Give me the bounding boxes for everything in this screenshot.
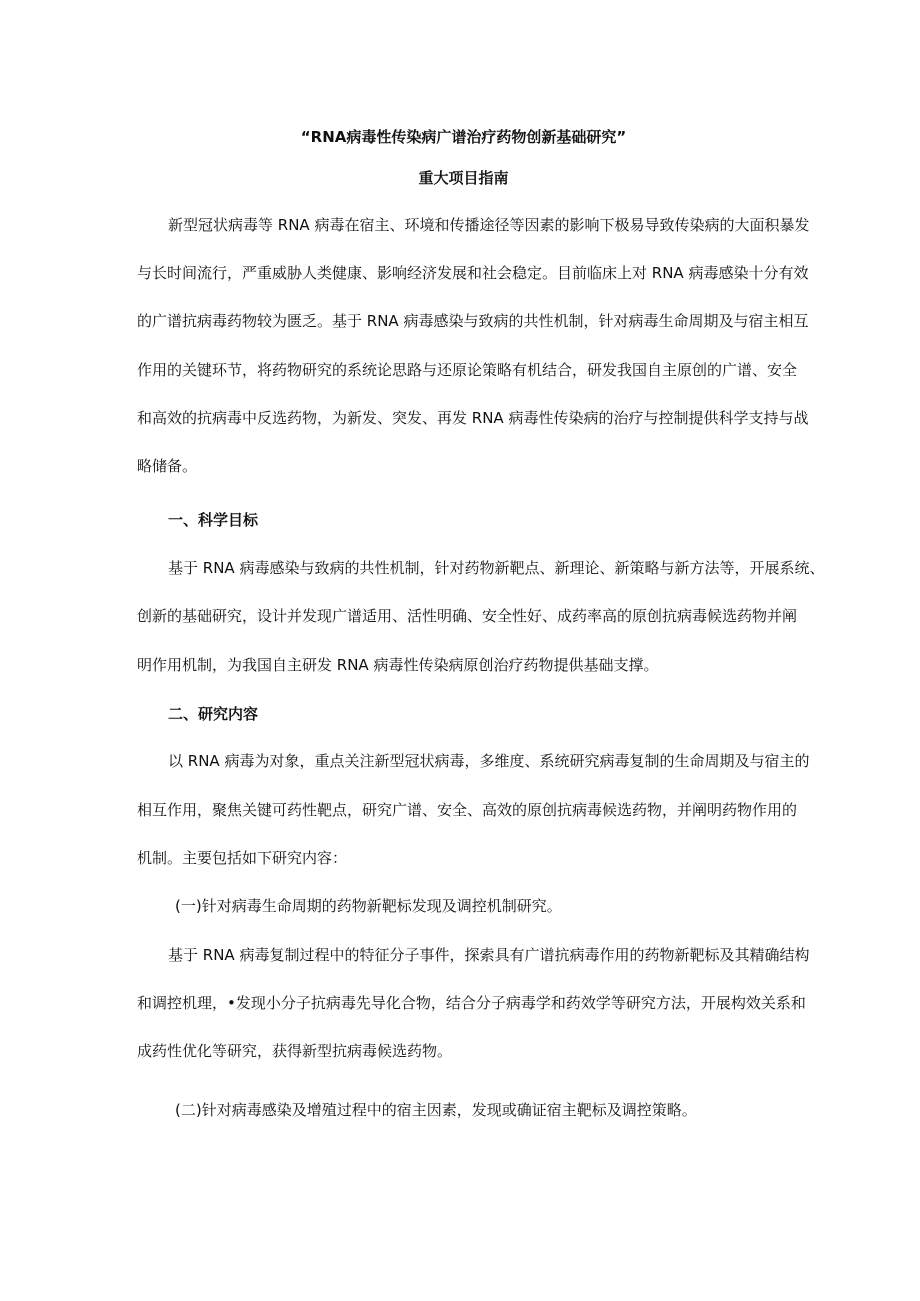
- intro-line: 和高效的抗病毒中反选药物，为新发、突发、再发 RNA 病毒性传染病的治疗与控制提供科学支持与战: [137, 409, 809, 427]
- intro-line: 的广谱抗病毒药物较为匮乏。基于 RNA 病毒感染与致病的共性机制，针对病毒生命周期及与宿主相互: [137, 312, 809, 330]
- intro-line: 作用的关键环节，将药物研究的系统论思路与还原论策略有机结合，研发我国自主原创的广谱、安全: [137, 361, 798, 379]
- intro-line: 与长时间流行，严重威胁人类健康、影响经济发展和社会稳定。目前临床上对 RNA 病毒感染十分有效: [137, 264, 809, 282]
- section1-line: 明作用机制，为我国自主研发 RNA 病毒性传染病原创治疗药物提供基础支撑。: [137, 656, 659, 674]
- section1-line: 创新的基础研究，设计并发现广谱适用、活性明确、安全性好、成药率高的原创抗病毒候选药物并阐: [137, 607, 798, 625]
- item1-line: 基于 RNA 病毒复制过程中的特征分子事件，探索具有广谱抗病毒作用的药物新靶标及其精确结构: [168, 946, 810, 964]
- item1-line: 和调控机理，•发现小分子抗病毒先导化合物，结合分子病毒学和药效学等研究方法，开展构效关系和: [137, 994, 806, 1012]
- section2-line: 以 RNA 病毒为对象，重点关注新型冠状病毒，多维度、系统研究病毒复制的生命周期及与宿主的: [168, 752, 810, 770]
- section2-line: 机制。主要包括如下研究内容：: [137, 849, 348, 867]
- document-subtitle: 重大项目指南: [418, 169, 509, 187]
- section1-line: 基于 RNA 病毒感染与致病的共性机制，针对药物新靶点、新理论、新策略与新方法等，开展系统、: [168, 559, 825, 577]
- subsection-heading: (一)针对病毒生命周期的药物新靶标发现及调控机制研究。: [175, 897, 562, 915]
- intro-line: 略储备。: [137, 457, 198, 475]
- section-heading: 二、研究内容: [168, 705, 259, 723]
- intro-line: 新型冠状病毒等 RNA 病毒在宿主、环境和传播途径等因素的影响下极易导致传染病的大面积暴发: [168, 216, 810, 234]
- document-title: “RNA病毒性传染病广谱治疗药物创新基础研究”: [300, 128, 627, 146]
- section2-line: 相互作用，聚焦关键可药性靶点，研究广谱、安全、高效的原创抗病毒候选药物，并阐明药物作用的: [137, 801, 798, 819]
- item1-line: 成药性优化等研究，获得新型抗病毒候选药物。: [137, 1042, 453, 1060]
- subsection-heading: (二)针对病毒感染及增殖过程中的宿主因素，发现或确证宿主靶标及调控策略。: [175, 1101, 697, 1119]
- section-heading: 一、科学目标: [168, 511, 259, 529]
